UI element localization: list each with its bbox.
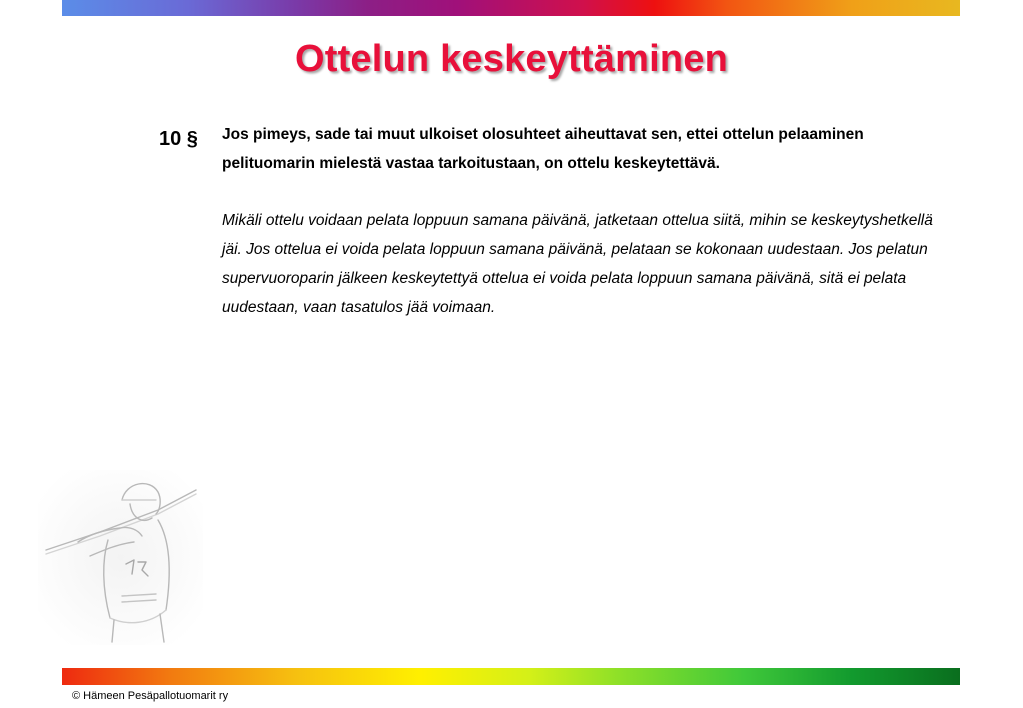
top-gradient-bar	[62, 0, 960, 16]
bottom-gradient-bar	[62, 668, 960, 685]
rule-paragraph-italic: Mikäli ottelu voidaan pelata loppuun samana päivänä, jatketaan ottelua siitä, mihin se keskeytyshetkellä jäi. Jos ottelua ei voida pelata loppuun samana päivänä, pelataan se kokonaan uudestaan. Jos pelatun supervuoroparin jälkeen keskeytettyä ottelua ei voida pelata loppuun samana päivänä, sitä ei pelata uudestaan, vaan tasatulos jää voimaan.	[222, 212, 933, 316]
baseball-player-embossed-icon	[38, 470, 203, 645]
section-number: 10 §	[159, 128, 198, 150]
slide-body	[222, 120, 947, 322]
rule-paragraph-bold: Jos pimeys, sade tai muut ulkoiset olosuhteet aiheuttavat sen, ettei ottelun pelaaminen pelituomarin mielestä vastaa tarkoitustaan, on ottelu keskeytettävä.	[222, 126, 864, 172]
footer-copyright: © Hämeen Pesäpallotuomarit ry	[72, 690, 229, 702]
slide-title: Ottelun keskeyttäminen	[294, 38, 729, 80]
